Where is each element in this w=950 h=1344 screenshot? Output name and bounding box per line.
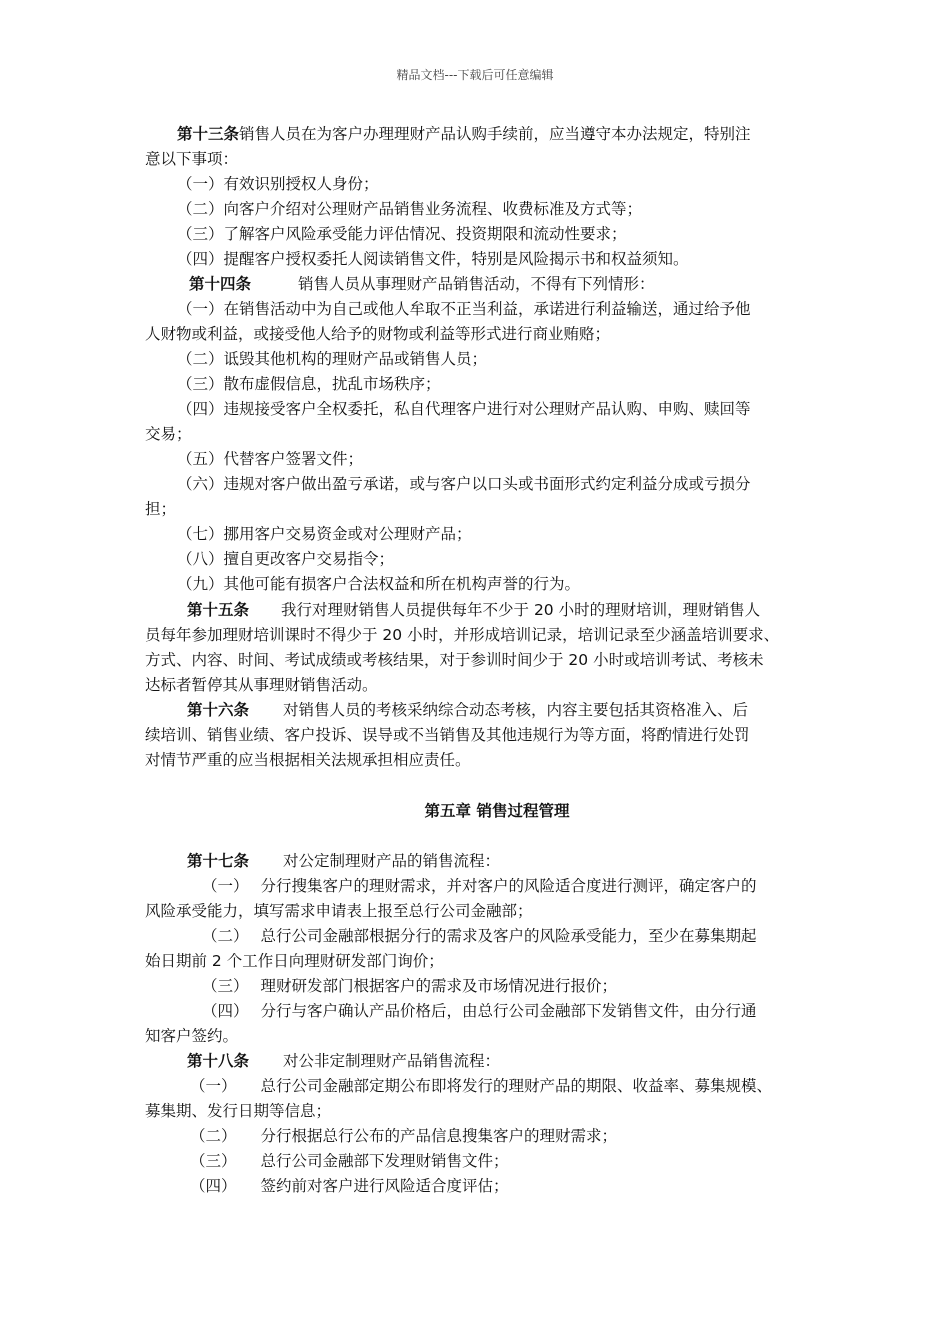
article-14-title: 第十四条 (189, 275, 252, 293)
article-14-item-4-line-2: 交易； (145, 425, 192, 443)
article-17-item-2-line-1 (202, 924, 757, 949)
article-14-item-9: （九）其他可能有损客户合法权益和所在机构声誉的行为。 (177, 575, 581, 593)
article-18-item-3 (190, 1149, 509, 1174)
article-14-item-7: （七）挪用客户交易资金或对公理财产品； (177, 525, 472, 543)
article-14-item-1-line-1: （一）在销售活动中为自己或他人牟取不正当利益，承诺进行利益输送，通过给予他 (177, 300, 751, 318)
article-18-item-4 (190, 1174, 509, 1199)
article-17-item-1-line-2: 风险承受能力，填写需求申请表上报至总行公司金融部； (145, 902, 533, 920)
article-18-item-1-line-1 (190, 1074, 772, 1099)
article-17-item-2-line-2: 始日期前 2 个工作日向理财研发部门询价； (145, 952, 444, 970)
article-18-item-4-text: 签约前对客户进行风险适合度评估； (260, 1177, 509, 1195)
article-18-item-1-text: 总行公司金融部定期公布即将发行的理财产品的期限、收益率、募集规模、 (260, 1077, 773, 1095)
article-14-line-1 (189, 272, 655, 297)
article-15-line-1 (187, 598, 760, 623)
article-15-line-3: 方式、内容、时间、考试成绩或考核结果，对于参训时间少于 20 小时或培训考试、考核未 (145, 651, 764, 669)
article-17-item-3-number: （三） (202, 977, 249, 995)
article-16-line-3: 对情节严重的应当根据相关法规承担相应责任。 (145, 751, 471, 769)
article-13-line-1 (177, 122, 751, 147)
article-18-line-1 (187, 1049, 500, 1074)
article-13-line-2: 意以下事项： (145, 150, 239, 168)
article-18-item-1-line-2: 募集期、发行日期等信息； (145, 1102, 332, 1120)
article-14-item-4-line-1: （四）违规接受客户全权委托，私自代理客户进行对公理财产品认购、申购、赎回等 (177, 400, 751, 418)
article-13-item-1: （一）有效识别授权人身份； (177, 175, 379, 193)
article-17-text: 对公定制理财产品的销售流程： (283, 852, 501, 870)
article-17-item-4-line-1 (202, 999, 757, 1024)
article-15-title: 第十五条 (187, 601, 250, 619)
article-18-item-2 (190, 1124, 617, 1149)
article-17-line-1 (187, 849, 500, 874)
article-18-item-1-number: （一） (190, 1077, 237, 1095)
article-17-item-4-line-2: 知客户签约。 (145, 1027, 239, 1045)
article-17-item-1-text: 分行搜集客户的理财需求，并对客户的风险适合度进行测评，确定客户的 (260, 877, 757, 895)
article-18-item-2-number: （二） (190, 1127, 237, 1145)
article-17-item-2-text: 总行公司金融部根据分行的需求及客户的风险承受能力，至少在募集期起 (260, 927, 757, 945)
article-14-text: 销售人员从事理财产品销售活动，不得有下列情形： (298, 275, 655, 293)
article-17-item-1-line-1 (202, 874, 757, 899)
article-16-line-2: 续培训、销售业绩、客户投诉、误导或不当销售及其他违规行为等方面，将酌情进行处罚 (145, 726, 750, 744)
article-13-title: 第十三条 (177, 125, 240, 143)
article-18-item-4-number: （四） (190, 1177, 237, 1195)
page-header: 精品文档---下载后可任意编辑 (396, 68, 554, 82)
article-17-item-3-text: 理财研发部门根据客户的需求及市场情况进行报价； (260, 977, 618, 995)
article-14-item-2: （二）诋毁其他机构的理财产品或销售人员； (177, 350, 488, 368)
article-18-item-3-number: （三） (190, 1152, 237, 1170)
article-14-item-6-line-1: （六）违规对客户做出盈亏承诺，或与客户以口头或书面形式约定利益分成或亏损分 (177, 475, 751, 493)
article-17-item-3 (202, 974, 617, 999)
article-13-item-4: （四）提醒客户授权委托人阅读销售文件，特别是风险揭示书和权益须知。 (177, 250, 689, 268)
article-17-item-2-number: （二） (202, 927, 249, 945)
article-14-item-3: （三）散布虚假信息，扰乱市场秩序； (177, 375, 441, 393)
article-15-line-2: 员每年参加理财培训课时不得少于 20 小时，并形成培训记录，培训记录至少涵盖培训要求、 (145, 626, 780, 644)
article-18-text: 对公非定制理财产品销售流程： (283, 1052, 501, 1070)
article-17-title: 第十七条 (187, 852, 250, 870)
article-18-title: 第十八条 (187, 1052, 250, 1070)
chapter-heading: 第五章 销售过程管理 (424, 802, 570, 820)
article-13-item-3: （三）了解客户风险承受能力评估情况、投资期限和流动性要求； (177, 225, 627, 243)
article-16-line-1 (187, 698, 748, 723)
article-14-item-1-line-2: 人财物或利益，或接受他人给予的财物或利益等形式进行商业贿赂； (145, 325, 611, 343)
article-18-item-3-text: 总行公司金融部下发理财销售文件； (260, 1152, 509, 1170)
article-14-item-8: （八）擅自更改客户交易指令； (177, 550, 395, 568)
article-17-item-1-number: （一） (202, 877, 249, 895)
article-13-item-2: （二）向客户介绍对公理财产品销售业务流程、收费标准及方式等； (177, 200, 643, 218)
article-15-text: 我行对理财销售人员提供每年不少于 20 小时的理财培训，理财销售人 (281, 601, 761, 619)
article-17-item-4-number: （四） (202, 1002, 249, 1020)
article-16-text: 对销售人员的考核采纳综合动态考核，内容主要包括其资格准入、后 (283, 701, 749, 719)
article-13-text: 销售人员在为客户办理理财产品认购手续前，应当遵守本办法规定，特别注 (239, 125, 751, 143)
article-16-title: 第十六条 (187, 701, 250, 719)
article-14-item-6-line-2: 担； (145, 500, 177, 518)
article-18-item-2-text: 分行根据总行公布的产品信息搜集客户的理财需求； (260, 1127, 618, 1145)
article-17-item-4-text: 分行与客户确认产品价格后，由总行公司金融部下发销售文件，由分行通 (260, 1002, 757, 1020)
article-14-item-5: （五）代替客户签署文件； (177, 450, 364, 468)
article-15-line-4: 达标者暂停其从事理财销售活动。 (145, 676, 378, 694)
